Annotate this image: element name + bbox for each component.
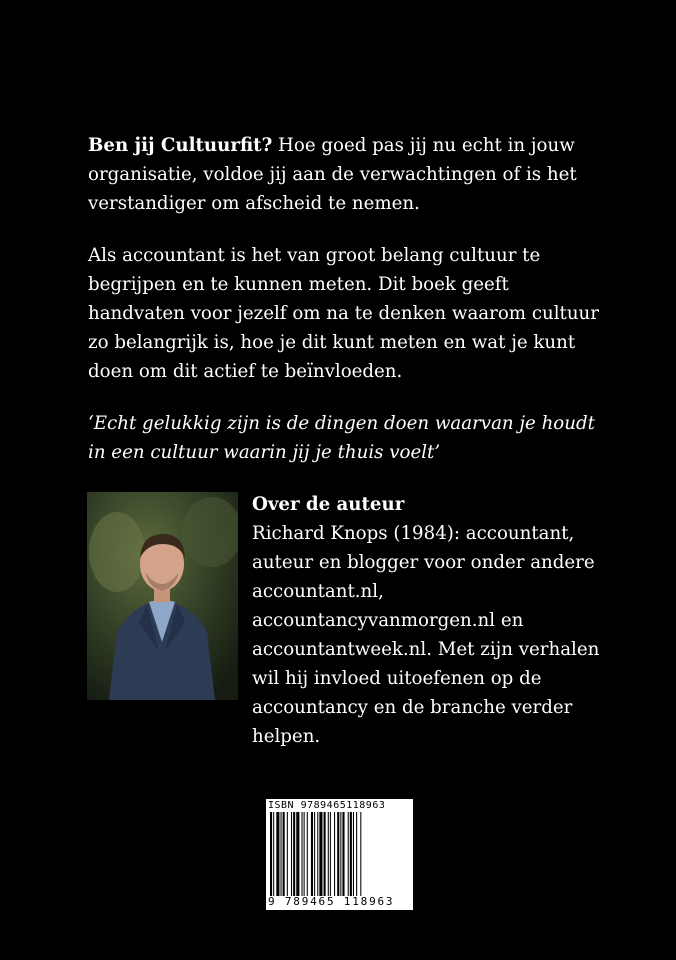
author-heading: Over de auteur — [252, 494, 405, 515]
barcode-bars — [270, 812, 409, 896]
barcode-bar — [348, 812, 349, 896]
barcode-bar — [334, 812, 335, 896]
blurb-title: Ben jij Cultuurfit? — [88, 135, 273, 156]
barcode-bar — [317, 812, 318, 896]
author-bio-line: accountancy en de branche verder helpen. — [252, 697, 573, 747]
barcode-bar — [291, 812, 292, 896]
barcode-bar — [281, 812, 282, 896]
barcode-bar — [273, 812, 274, 896]
barcode-bar — [342, 812, 344, 896]
barcode-bar — [328, 812, 329, 896]
barcode-bar — [350, 812, 352, 896]
author-bio-line: Richard Knops (1984): accountant, — [252, 523, 575, 544]
barcode-bar — [340, 812, 341, 896]
author-bio — [252, 490, 612, 751]
barcode-bar — [296, 812, 299, 896]
barcode-bar — [360, 812, 361, 896]
author-photo — [87, 492, 238, 700]
barcode-bar — [302, 812, 303, 896]
author-bio-line: wil hij invloed uitoefenen op de — [252, 668, 542, 689]
barcode-bar — [330, 812, 331, 896]
barcode-bar — [319, 812, 322, 896]
isbn-digits: 9 789465 118963 — [268, 895, 395, 908]
isbn-label: ISBN 9789465118963 — [268, 800, 386, 811]
author-bio-line: accountancyvanmorgen.nl en — [252, 610, 524, 631]
barcode-bar — [314, 812, 315, 896]
barcode-bar — [324, 812, 326, 896]
barcode-bar — [270, 812, 272, 896]
isbn-barcode — [266, 799, 413, 910]
blurb-quote: ‘Echt gelukkig zijn is de dingen doen waarvan je houdt in een cultuur waarin jij je thuis voelt’ — [88, 413, 595, 463]
barcode-bar — [307, 812, 308, 896]
barcode-bar — [283, 812, 285, 896]
barcode-bar — [287, 812, 288, 896]
author-bio-line: accountantweek.nl. Met zijn verhalen — [252, 639, 600, 660]
barcode-bar — [353, 812, 354, 896]
blurb-intro: Hoe goed pas jij nu echt in jouw organisatie, voldoe jij aan de verwachtingen of is het verstandiger om afscheid te nemen. — [88, 135, 577, 214]
barcode-bar — [356, 812, 357, 896]
blurb-paragraph-1 — [88, 131, 608, 218]
barcode-bar — [276, 812, 279, 896]
author-bio-line: accountant.nl, — [252, 581, 384, 602]
barcode-bar — [293, 812, 295, 896]
blurb-text — [88, 131, 608, 490]
barcode-bar — [337, 812, 339, 896]
blurb-paragraph-2: Als accountant is het van groot belang cultuur te begrijpen en te kunnen meten. Dit boek geeft handvaten voor jezelf om na te denken waarom cultuur zo belangrijk is, hoe je dit kunt meten en wat je kunt doen om dit actief te beïnvloeden. — [88, 245, 599, 382]
author-bio-line: auteur en blogger voor onder andere — [252, 552, 595, 573]
barcode-bar — [304, 812, 305, 896]
barcode-bar — [311, 812, 313, 896]
